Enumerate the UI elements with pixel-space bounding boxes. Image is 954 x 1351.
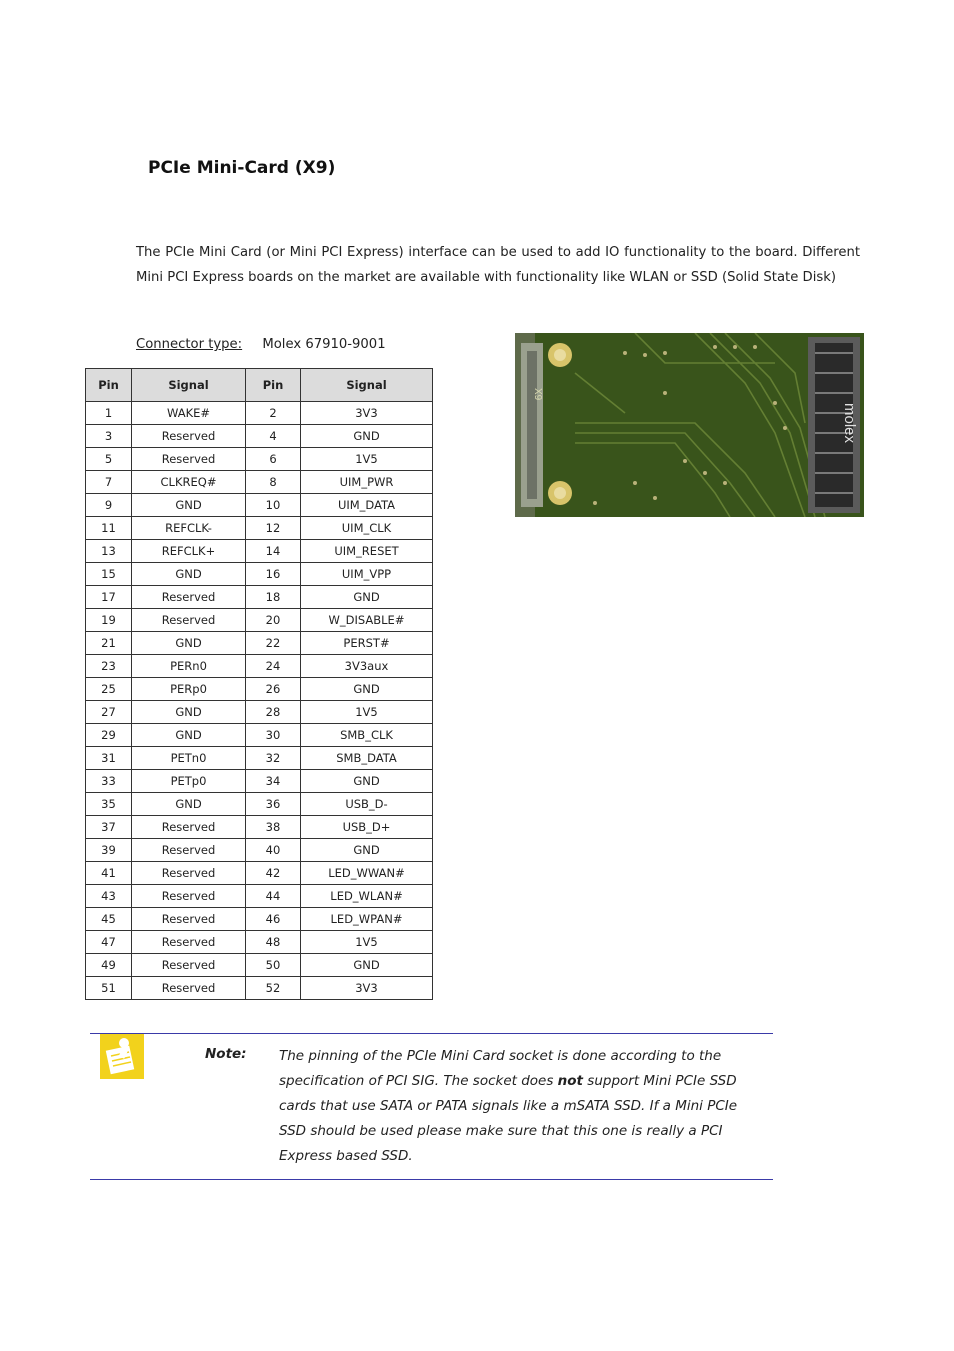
connector-type-label: Connector type: [136, 337, 243, 352]
signal-left-cell: Reserved [132, 839, 246, 862]
table-row [86, 678, 433, 701]
pin-right-cell: 52 [246, 977, 301, 1000]
table-row [86, 724, 433, 747]
pin-right-cell: 24 [246, 655, 301, 678]
table-row [86, 586, 433, 609]
board-marking: X9 [532, 388, 543, 401]
pin-right-cell: 40 [246, 839, 301, 862]
signal-left-cell: Reserved [132, 448, 246, 471]
pin-left-cell: 15 [86, 563, 132, 586]
signal-left-cell: REFCLK- [132, 517, 246, 540]
pin-right-cell: 36 [246, 793, 301, 816]
connector-marking: molex [841, 403, 858, 444]
signal-left-cell: Reserved [132, 816, 246, 839]
signal-right-cell: USB_D- [301, 793, 433, 816]
pin-left-cell: 5 [86, 448, 132, 471]
signal-right-cell: GND [301, 586, 433, 609]
table-row [86, 494, 433, 517]
pin-right-cell: 6 [246, 448, 301, 471]
table-row [86, 816, 433, 839]
table-row [86, 563, 433, 586]
signal-right-cell: 1V5 [301, 701, 433, 724]
table-row [86, 885, 433, 908]
signal-right-cell: UIM_RESET [301, 540, 433, 563]
header-pin-right: Pin [246, 369, 301, 402]
note-text-emphasis: not [557, 1073, 584, 1089]
table-row [86, 862, 433, 885]
signal-right-cell: GND [301, 839, 433, 862]
table-row [86, 977, 433, 1000]
table-row [86, 517, 433, 540]
pin-left-cell: 23 [86, 655, 132, 678]
pin-left-cell: 45 [86, 908, 132, 931]
signal-left-cell: GND [132, 494, 246, 517]
signal-right-cell: UIM_DATA [301, 494, 433, 517]
pin-left-cell: 47 [86, 931, 132, 954]
signal-left-cell: Reserved [132, 908, 246, 931]
table-row [86, 770, 433, 793]
pinout-table [85, 368, 433, 1000]
pin-left-cell: 27 [86, 701, 132, 724]
table-row [86, 954, 433, 977]
pinout-table-body [86, 402, 433, 1000]
pin-right-cell: 10 [246, 494, 301, 517]
pin-right-cell: 20 [246, 609, 301, 632]
pin-left-cell: 13 [86, 540, 132, 563]
signal-left-cell: REFCLK+ [132, 540, 246, 563]
pin-left-cell: 1 [86, 402, 132, 425]
pin-left-cell: 21 [86, 632, 132, 655]
pcb-photo-illustration [515, 333, 864, 517]
table-row [86, 908, 433, 931]
table-row [86, 402, 433, 425]
pin-left-cell: 7 [86, 471, 132, 494]
signal-right-cell: LED_WWAN# [301, 862, 433, 885]
section-title: PCIe Mini-Card (X9) [148, 158, 336, 178]
pin-left-cell: 29 [86, 724, 132, 747]
signal-right-cell: UIM_VPP [301, 563, 433, 586]
signal-left-cell: Reserved [132, 425, 246, 448]
pin-right-cell: 38 [246, 816, 301, 839]
pin-right-cell: 26 [246, 678, 301, 701]
pin-right-cell: 42 [246, 862, 301, 885]
pin-left-cell: 51 [86, 977, 132, 1000]
signal-left-cell: PETn0 [132, 747, 246, 770]
signal-left-cell: PERn0 [132, 655, 246, 678]
header-signal-left: Signal [132, 369, 246, 402]
signal-right-cell: LED_WPAN# [301, 908, 433, 931]
signal-right-cell: GND [301, 678, 433, 701]
signal-right-cell: UIM_PWR [301, 471, 433, 494]
note-text [279, 1044, 754, 1169]
pin-left-cell: 33 [86, 770, 132, 793]
signal-right-cell: 3V3 [301, 977, 433, 1000]
table-header-row [86, 369, 433, 402]
pin-right-cell: 18 [246, 586, 301, 609]
table-row [86, 747, 433, 770]
signal-left-cell: Reserved [132, 977, 246, 1000]
pin-left-cell: 31 [86, 747, 132, 770]
connector-type [136, 337, 386, 352]
signal-left-cell: WAKE# [132, 402, 246, 425]
pin-right-cell: 4 [246, 425, 301, 448]
pin-left-cell: 37 [86, 816, 132, 839]
table-row [86, 448, 433, 471]
note-label: Note: [205, 1046, 247, 1062]
intro-paragraph: The PCIe Mini Card (or Mini PCI Express) interface can be used to add IO functionality to the board. Different Mini PCI Express boards on the market are available with functionality like WLAN or SSD (Solid State Disk) [136, 245, 860, 285]
pin-right-cell: 12 [246, 517, 301, 540]
pin-right-cell: 30 [246, 724, 301, 747]
pin-left-cell: 35 [86, 793, 132, 816]
signal-left-cell: Reserved [132, 954, 246, 977]
signal-left-cell: GND [132, 632, 246, 655]
signal-left-cell: Reserved [132, 885, 246, 908]
pin-left-cell: 19 [86, 609, 132, 632]
signal-right-cell: SMB_CLK [301, 724, 433, 747]
pin-right-cell: 16 [246, 563, 301, 586]
pin-right-cell: 44 [246, 885, 301, 908]
note-bottom-rule [90, 1179, 773, 1180]
pin-right-cell: 46 [246, 908, 301, 931]
signal-right-cell: USB_D+ [301, 816, 433, 839]
note-top-rule [90, 1033, 773, 1034]
signal-left-cell: GND [132, 793, 246, 816]
table-row [86, 425, 433, 448]
signal-right-cell: SMB_DATA [301, 747, 433, 770]
table-row [86, 931, 433, 954]
table-row [86, 701, 433, 724]
signal-left-cell: Reserved [132, 931, 246, 954]
signal-right-cell: 3V3aux [301, 655, 433, 678]
signal-left-cell: GND [132, 563, 246, 586]
pin-right-cell: 32 [246, 747, 301, 770]
note-text-part2: support Mini PCIe SSD cards that use SATA or PATA signals like a mSATA SSD. If a Mini PCIe SSD should be used please make sure that this one is really a PCI Express based SSD. [279, 1073, 738, 1164]
table-row [86, 793, 433, 816]
pin-right-cell: 22 [246, 632, 301, 655]
signal-right-cell: PERST# [301, 632, 433, 655]
pin-left-cell: 39 [86, 839, 132, 862]
pin-left-cell: 17 [86, 586, 132, 609]
signal-left-cell: Reserved [132, 586, 246, 609]
header-signal-right: Signal [301, 369, 433, 402]
signal-left-cell: Reserved [132, 862, 246, 885]
pin-left-cell: 3 [86, 425, 132, 448]
signal-right-cell: GND [301, 954, 433, 977]
signal-right-cell: 1V5 [301, 448, 433, 471]
pin-right-cell: 8 [246, 471, 301, 494]
signal-right-cell: GND [301, 425, 433, 448]
signal-right-cell: W_DISABLE# [301, 609, 433, 632]
pin-left-cell: 43 [86, 885, 132, 908]
connector-photo [515, 333, 864, 517]
pin-right-cell: 14 [246, 540, 301, 563]
pin-right-cell: 28 [246, 701, 301, 724]
pin-right-cell: 48 [246, 931, 301, 954]
pin-left-cell: 41 [86, 862, 132, 885]
table-row [86, 632, 433, 655]
signal-right-cell: 3V3 [301, 402, 433, 425]
note-text-part1: The pinning of the PCIe Mini Card socket is done according to the specification of PCI SIG. The socket does [279, 1048, 722, 1089]
pin-right-cell: 2 [246, 402, 301, 425]
signal-left-cell: GND [132, 701, 246, 724]
pin-right-cell: 50 [246, 954, 301, 977]
signal-right-cell: UIM_CLK [301, 517, 433, 540]
table-row [86, 540, 433, 563]
signal-left-cell: PERp0 [132, 678, 246, 701]
signal-right-cell: 1V5 [301, 931, 433, 954]
table-row [86, 471, 433, 494]
note-pad-icon [100, 1034, 144, 1079]
signal-left-cell: GND [132, 724, 246, 747]
pin-left-cell: 9 [86, 494, 132, 517]
pin-left-cell: 11 [86, 517, 132, 540]
signal-left-cell: CLKREQ# [132, 471, 246, 494]
pin-right-cell: 34 [246, 770, 301, 793]
signal-left-cell: PETp0 [132, 770, 246, 793]
signal-left-cell: Reserved [132, 609, 246, 632]
connector-type-value: Molex 67910-9001 [262, 337, 386, 352]
header-pin-left: Pin [86, 369, 132, 402]
pin-left-cell: 49 [86, 954, 132, 977]
table-row [86, 655, 433, 678]
signal-right-cell: GND [301, 770, 433, 793]
table-row [86, 839, 433, 862]
table-row [86, 609, 433, 632]
signal-right-cell: LED_WLAN# [301, 885, 433, 908]
pin-left-cell: 25 [86, 678, 132, 701]
